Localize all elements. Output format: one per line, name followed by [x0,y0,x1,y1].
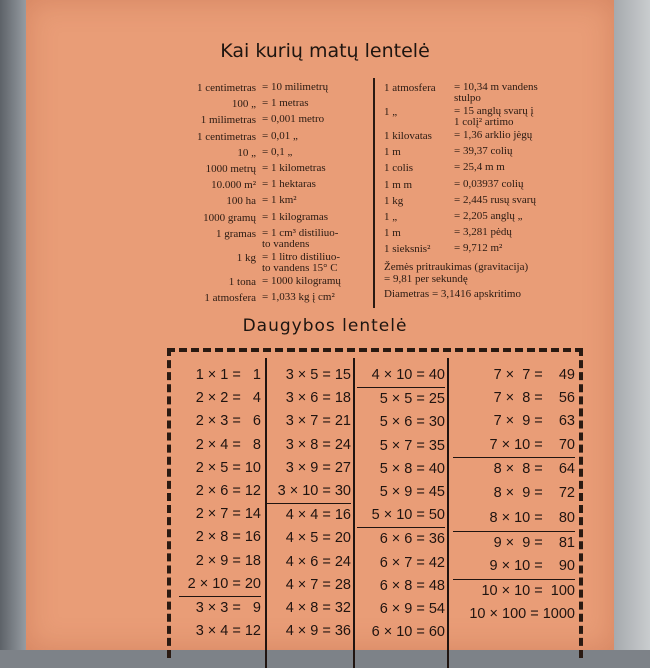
conversion-rhs: = 1,36 arklio jėgų [454,129,533,141]
multiplication-entry: 4 × 9 = 36 [285,623,351,640]
conversion-lhs: 1 kg [236,251,256,264]
conversion-rhs: = 2,445 rusų svarų [454,193,536,206]
multiplication-entry: 8 × 9 = 72 [493,485,575,502]
conversion-lhs: 1 gramas [215,227,256,240]
multiplication-entry: 2 × 4 = 8 [195,436,261,453]
multiplication-entry: 5 × 10 = 50 [371,507,445,524]
multiplication-entry: 10 × 10 = 100 [453,579,575,603]
multiplication-entry: 2 × 2 = 4 [195,390,261,407]
multiplication-entry: 2 × 10 = 20 [187,575,261,592]
multiplication-entry: 4 × 8 = 32 [285,599,351,616]
multiplication-column [357,364,445,644]
multiplication-column [453,364,575,626]
multiplication-entry: 6 × 7 = 42 [379,554,445,571]
multiplication-entry: 6 × 10 = 60 [371,624,445,641]
conversion-lhs: 1 kg [384,194,404,207]
conversion-rhs: = 1 km² [262,194,297,207]
conversion-rhs: = 1000 kilogramų [262,274,341,287]
multiplication-column [179,364,261,643]
conversion-lhs: 1 m m [384,178,413,191]
multiplication-entry: 8 × 10 = 80 [489,509,575,526]
multiplication-entry: 6 × 9 = 54 [379,600,445,617]
conversion-lhs: 1 m [384,146,401,159]
multiplication-column [267,364,351,643]
multiplication-entry: 2 × 8 = 16 [195,529,261,546]
multiplication-entry: 5 × 9 = 45 [379,483,445,500]
multiplication-entry: 5 × 7 = 35 [379,437,445,454]
conversion-row [384,80,594,104]
multiplication-entry: 5 × 6 = 30 [379,414,445,431]
conversion-rhs: = 10,34 m vandens stulpo [454,81,538,104]
multiplication-entry: 3 × 6 = 18 [285,390,351,407]
conversion-lhs: 1000 metrų [205,163,256,176]
multiplication-entry: 4 × 7 = 28 [285,576,351,593]
conversion-row [384,193,594,209]
conversion-lhs: 1 atmosfera [204,292,256,305]
multiplication-entry: 7 × 8 = 56 [493,390,575,407]
multiplication-entry: 3 × 8 = 24 [285,436,351,453]
conversion-lhs: 100 „ [231,98,256,111]
conversion-row [178,193,368,209]
conversion-row [384,177,594,193]
multiplication-entry: 6 × 6 = 36 [357,527,445,551]
conversion-rhs: = 0,1 „ [262,145,293,158]
conversion-lhs: 1 milimetras [200,114,256,127]
conversion-row [384,241,594,257]
table-divider [353,358,355,668]
conversion-rhs: = 25,4 m m [454,161,505,174]
conversion-lhs: 1 sieksnis² [384,243,431,256]
multiplication-entry: 3 × 3 = 9 [179,596,261,620]
multiplication-entry: 7 × 9 = 63 [493,413,575,430]
conversion-lhs: 1 centimetras [197,82,256,94]
multiplication-entry: 4 × 6 = 24 [285,553,351,570]
conversion-lhs: 100 ha [226,195,256,208]
conversion-rhs: = 1 cm³ distiliuo- to vandens [262,226,339,250]
multiplication-entry: 2 × 3 = 6 [195,413,261,430]
conversion-row [178,112,368,128]
conversion-lhs: 1 kilovatas [384,130,432,142]
multiplication-entry: 5 × 5 = 25 [357,387,445,411]
conversion-row [178,145,368,161]
multiplication-entry: 2 × 6 = 12 [195,482,261,499]
conversion-row [178,177,368,193]
conversion-rhs: = 15 anglų svarų į 1 colį² artimo [454,105,534,128]
conversion-rhs: = 0,001 metro [262,113,325,126]
conversion-row [178,290,368,306]
conversion-rhs: = 1 kilogramas [262,210,329,223]
conversion-row [178,161,368,177]
conversion-row [384,160,594,176]
conversion-lhs: 1 „ [384,211,398,224]
multiplication-entry: 1 × 1 = 1 [195,367,261,383]
measures-title: Kai kurių matų lentelė [220,40,430,62]
multiplication-entry: 9 × 10 = 90 [489,558,575,575]
conversion-rhs: = 1 metras [262,97,309,110]
multiplication-entry: 10 × 100 = 1000 [469,605,575,622]
multiplication-entry: 2 × 9 = 18 [195,552,261,569]
multiplication-entry: 3 × 9 = 27 [285,459,351,476]
conversion-rhs: = 1,033 kg į cm² [262,291,335,304]
diameter-note: Diametras = 3,1416 apskritimo [384,287,521,300]
multiplication-entry: 5 × 8 = 40 [379,460,445,477]
conversion-lhs: 1 tona [228,275,256,288]
multiplication-entry: 9 × 9 = 81 [453,531,575,555]
conversion-rhs: = 2,205 anglų „ [454,210,523,223]
multiplication-entry: 6 × 8 = 48 [379,577,445,594]
measures-right-column [384,80,594,300]
multiplication-entry: 3 × 10 = 30 [277,482,351,499]
conversion-row [384,144,594,160]
conversion-rhs: = 10 milimetrų [262,81,329,93]
conversion-lhs: 1 „ [384,106,398,118]
conversion-row [178,96,368,112]
multiplication-title: Daugybos lentelė [242,316,408,336]
multiplication-entry: 3 × 5 = 15 [285,367,351,383]
conversion-rhs: = 3,281 pėdų [454,226,512,239]
conversion-lhs: 10.000 m² [211,179,256,192]
conversion-lhs: 1 colis [384,162,414,175]
multiplication-entry: 3 × 4 = 12 [195,623,261,640]
multiplication-entry: 4 × 5 = 20 [285,530,351,547]
conversion-lhs: 10 „ [237,146,256,159]
conversion-row [178,250,368,274]
conversion-rhs: = 1 litro distiliuo- to vandens 15° C [262,250,341,274]
conversion-rhs: = 1 hektaras [262,178,316,191]
multiplication-entry: 2 × 5 = 10 [195,459,261,476]
column-divider [373,78,375,308]
conversion-rhs: = 0,03937 colių [454,177,524,190]
multiplication-entry: 2 × 7 = 14 [195,506,261,523]
conversion-row [384,209,594,225]
conversion-lhs: 1 atmosfera [384,82,436,94]
multiplication-entry: 3 × 7 = 21 [285,413,351,430]
conversion-rhs: = 1 kilometras [262,162,326,175]
conversion-row [178,129,368,145]
conversion-lhs: 1 centimetras [197,130,256,143]
conversion-lhs: 1 m [384,227,401,240]
table-divider [447,358,449,668]
conversion-row [178,274,368,290]
conversion-rhs: = 9,712 m² [454,242,503,255]
measures-left-column [178,80,368,306]
conversion-row [178,210,368,226]
conversion-rhs: = 0,01 „ [262,129,298,142]
multiplication-entry: 7 × 10 = 70 [489,436,575,453]
conversion-row [384,225,594,241]
multiplication-entry: 8 × 8 = 64 [453,457,575,483]
multiplication-entry: 4 × 4 = 16 [267,503,351,527]
conversion-row [384,104,594,128]
conversion-row [178,80,368,96]
conversion-row [384,128,594,144]
conversion-rhs: = 39,37 colių [454,145,513,158]
multiplication-entry: 7 × 7 = 49 [493,367,575,383]
conversion-row [178,226,368,250]
multiplication-table [167,348,583,658]
gravity-note: Žemės pritraukimas (gravitacija) = 9,81 per sekundę [384,260,529,285]
conversion-lhs: 1000 gramų [203,211,256,224]
multiplication-entry: 4 × 10 = 40 [371,367,445,383]
